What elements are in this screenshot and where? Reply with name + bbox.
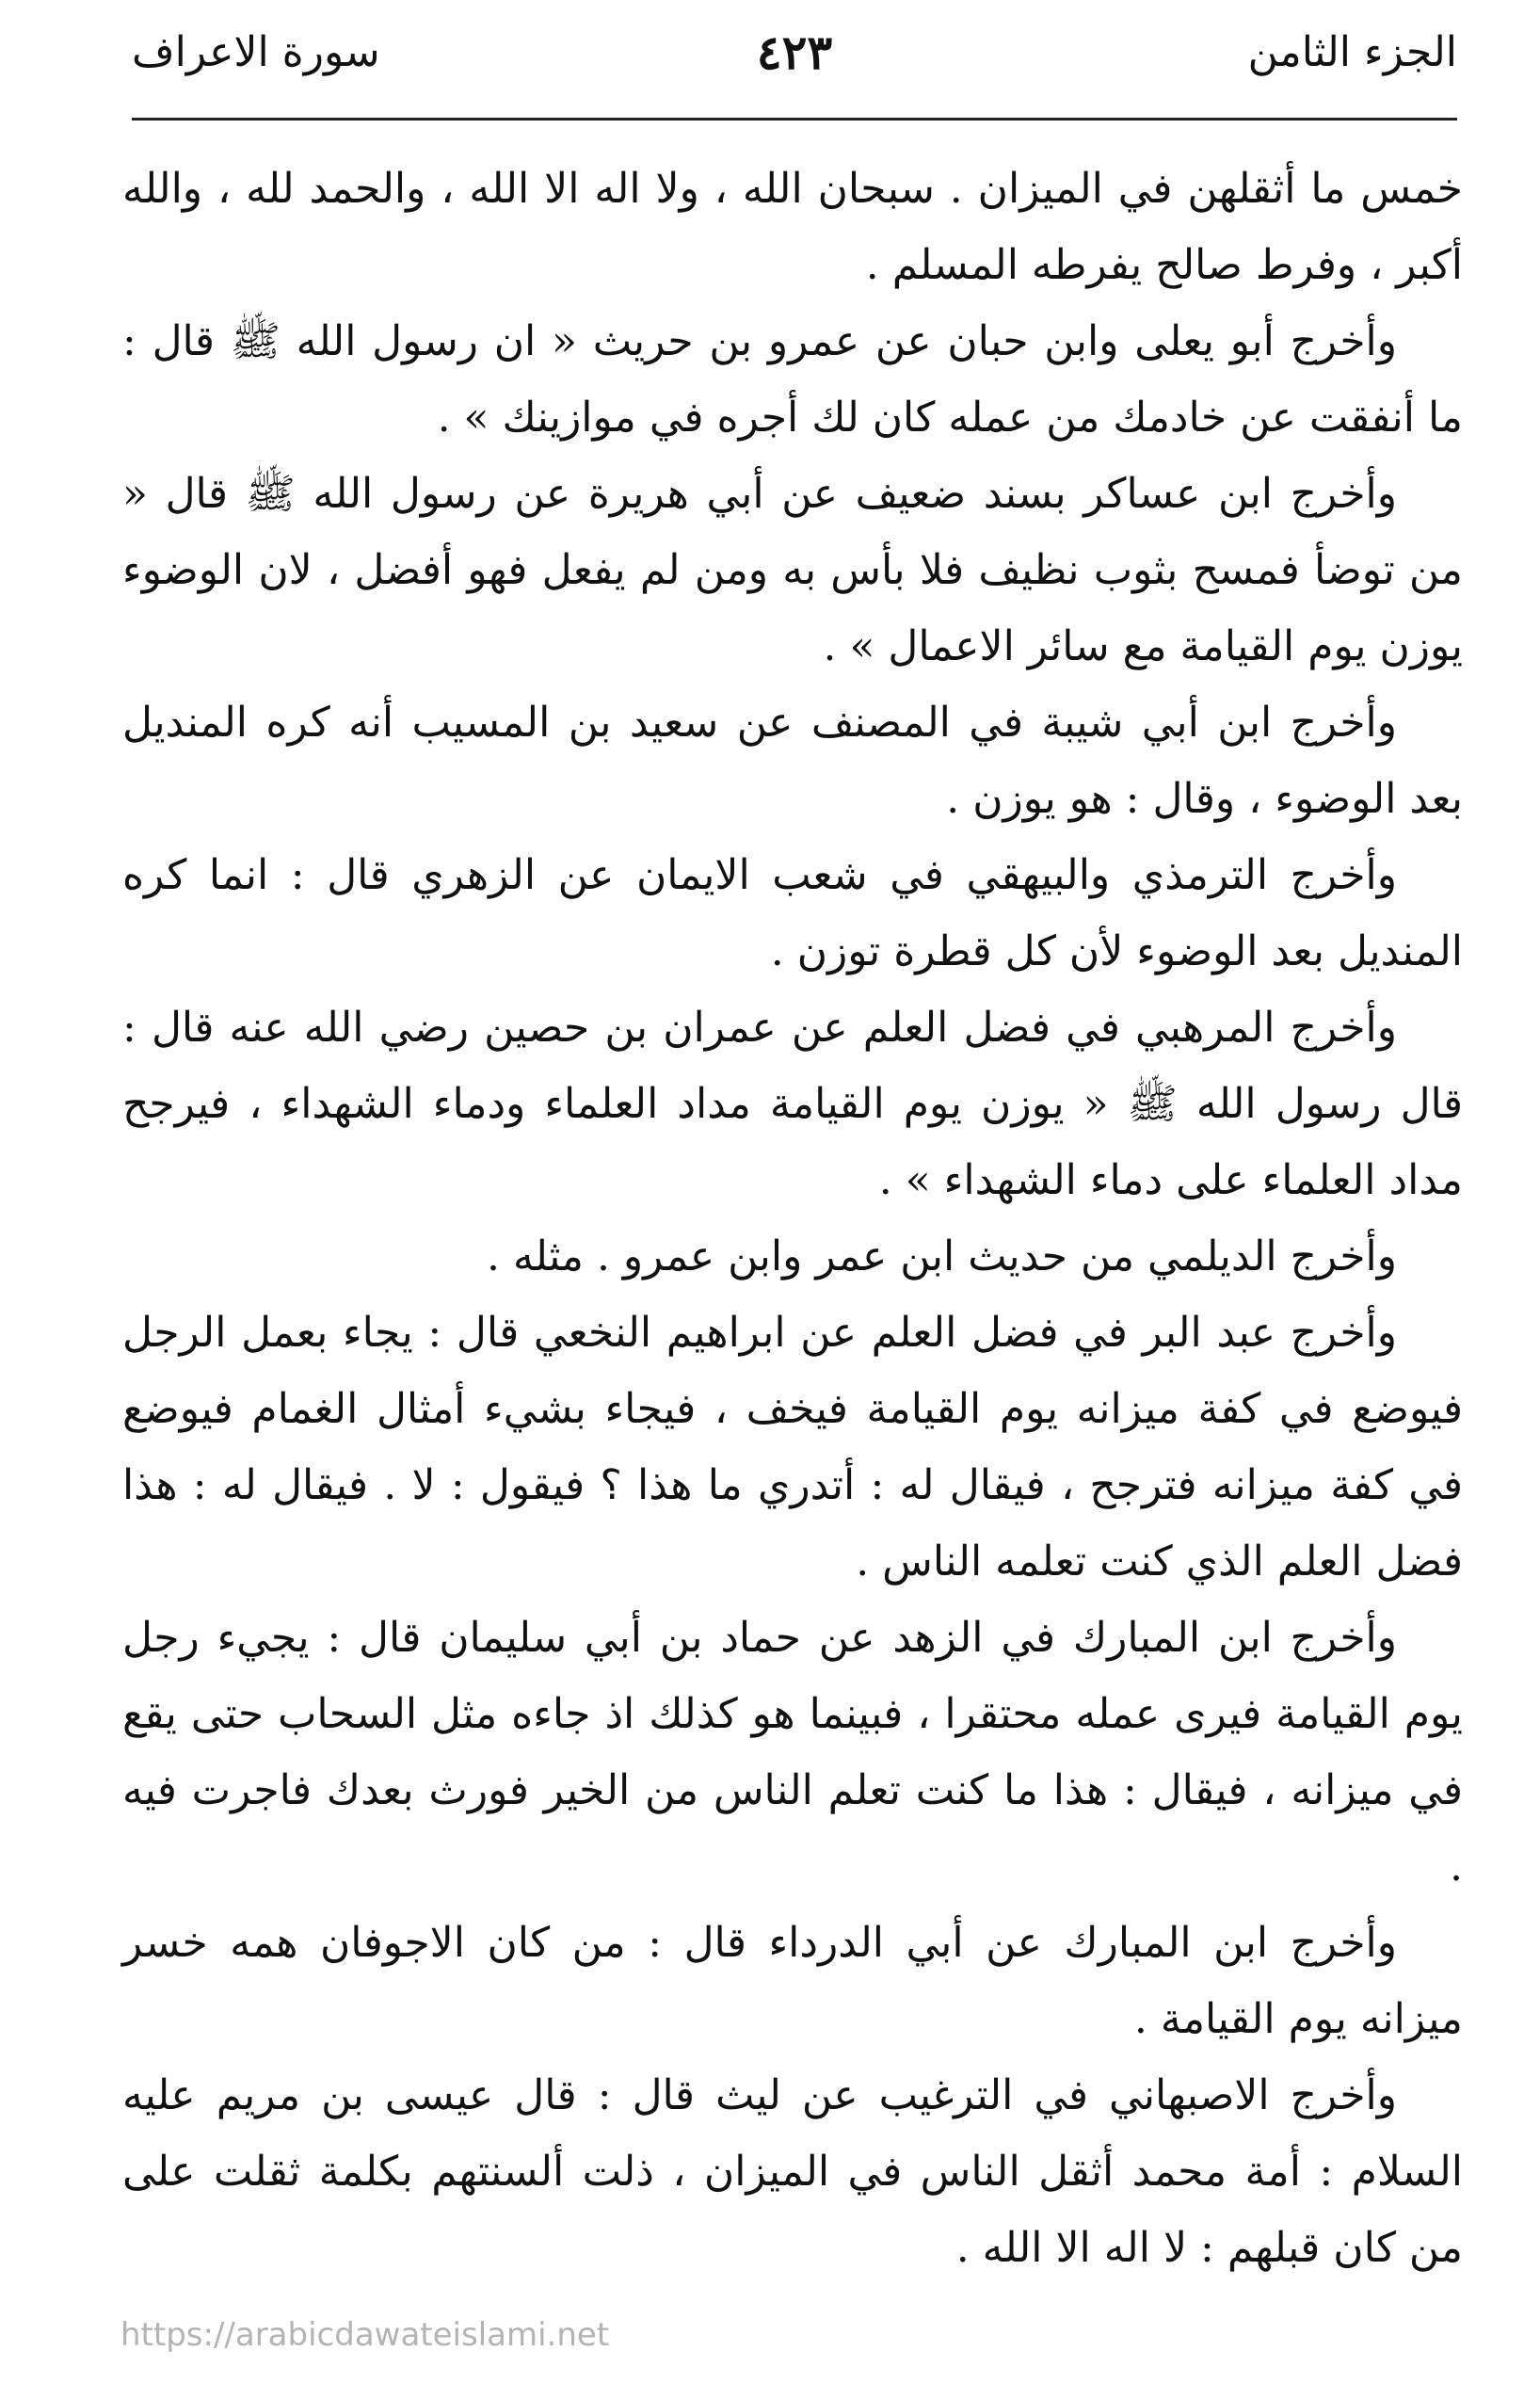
paragraph: وأخرج المرهبي في فضل العلم عن عمران بن حصين رضي الله عنه قال : قال رسول الله ﷺ « يوزن يوم القيامة مداد العلماء ودماء الشهداء ، فيرجح مداد العلماء على دماء الشهداء » . [122, 1004, 1463, 1204]
source-watermark: https://arabicdawateislami.net [120, 2316, 610, 2354]
paragraph: وأخرج الترمذي والبيهقي في شعب الايمان عن الزهري قال : انما كره المنديل بعد الوضوء لأن كل قطرة توزن . [122, 851, 1463, 975]
main-text [122, 151, 1463, 2286]
paragraph: خمس ما أثقلهن في الميزان . سبحان الله ، ولا اله الا الله ، والحمد لله ، والله أكبر ، وفرط صالح يفرطه المسلم . [122, 165, 1463, 289]
running-header [132, 24, 1457, 85]
part-label: الجزء الثامن [1247, 28, 1457, 76]
surah-label: سورة الاعراف [132, 28, 380, 76]
paragraph: وأخرج ابن المبارك في الزهد عن حماد بن أبي سليمان قال : يجيء رجل يوم القيامة فيرى عمله محتقرا ، فبينما هو كذلك اذ جاءه مثل السحاب حتى يقع في ميزانه ، فيقال : هذا ما كنت تعلم الناس من الخير فورث بعدك فاجرت فيه . [122, 1614, 1463, 1891]
paragraph: وأخرج ابن المبارك عن أبي الدرداء قال : من كان الاجوفان همه خسر ميزانه يوم القيامة . [122, 1919, 1463, 2043]
header-divider [132, 118, 1457, 121]
paragraph: وأخرج الديلمي من حديث ابن عمر وابن عمرو . مثله . [486, 1232, 1397, 1280]
paragraph: وأخرج ابن عساكر بسند ضعيف عن أبي هريرة عن رسول الله ﷺ قال « من توضأ فمسح بثوب نظيف فلا بأس به ومن لم يفعل فهو أفضل ، لان الوضوء يوزن يوم القيامة مع سائر الاعمال » . [122, 470, 1463, 670]
paragraph: وأخرج الاصبهاني في الترغيب عن ليث قال : قال عيسى بن مريم عليه السلام : أمة محمد أثقل الناس في الميزان ، ذلت ألسنتهم بكلمة ثقلت على من كان قبلهم : لا اله الا الله . [122, 2071, 1463, 2272]
paragraph: وأخرج ابن أبي شيبة في المصنف عن سعيد بن المسيب أنه كره المنديل بعد الوضوء ، وقال : هو يوزن . [122, 699, 1463, 823]
paragraph: وأخرج أبو يعلى وابن حبان عن عمرو بن حريث « ان رسول الله ﷺ قال : ما أنفقت عن خادمك من عمله كان لك أجره في موازينك » . [122, 317, 1463, 442]
page-number: ٤٢٣ [756, 24, 833, 80]
paragraph: وأخرج عبد البر في فضل العلم عن ابراهيم النخعي قال : يجاء بعمل الرجل فيوضع في كفة ميزانه يوم القيامة فيخف ، فيجاء بشيء أمثال الغمام فيوضع في كفة ميزانه فترجح ، فيقال له : أتدري ما هذا ؟ فيقول : لا . فيقال له : هذا فضل العلم الذي كنت تعلمه الناس . [122, 1309, 1463, 1586]
